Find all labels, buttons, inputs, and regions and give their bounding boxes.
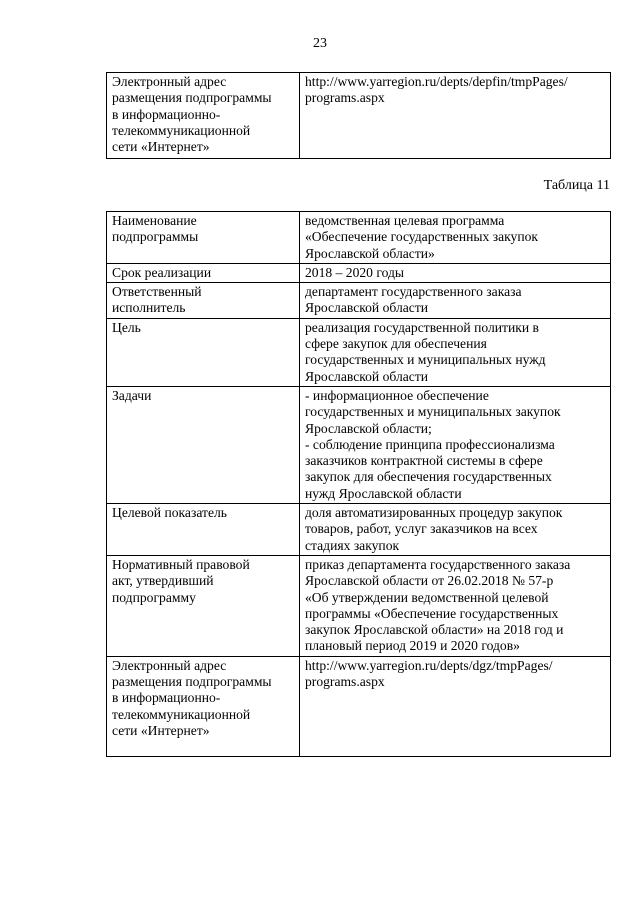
row-label: Цель [107, 318, 300, 386]
table-11 [106, 211, 611, 757]
row-value-link[interactable]: http://www.yarregion.ru/depts/dgz/tmpPages/ programs.aspx [300, 656, 611, 756]
table-caption: Таблица 11 [543, 178, 610, 193]
row-label: Наименование подпрограммы [107, 212, 300, 264]
top-table [106, 72, 611, 159]
table-row [107, 504, 611, 556]
row-value: - информационное обеспечение государственных и муниципальных закупок Ярославской области; - соблюдение принципа профессионализма заказчиков контрактной системы в сфере закупок для обеспечения государственных нужд Ярославской области [300, 386, 611, 503]
table-row [107, 283, 611, 319]
row-value: 2018 – 2020 годы [300, 263, 611, 282]
table-row [107, 386, 611, 503]
row-value: реализация государственной политики в сфере закупок для обеспечения государственных и муниципальных нужд Ярославской области [300, 318, 611, 386]
table-row [107, 212, 611, 264]
table-row [107, 656, 611, 756]
row-value-link[interactable]: http://www.yarregion.ru/depts/depfin/tmpPages/ programs.aspx [300, 73, 611, 159]
row-label: Электронный адрес размещения подпрограммы в информационно- телекоммуникационной сети «Интернет» [107, 656, 300, 756]
table-row [107, 73, 611, 159]
row-value: приказ департамента государственного заказа Ярославской области от 26.02.2018 № 57-р «Об утверждении ведомственной целевой программы «Обеспечение государственных закупок Ярославской области» на 2018 год и плановый период 2019 и 2020 годов» [300, 555, 611, 656]
row-label: Срок реализации [107, 263, 300, 282]
table-row [107, 318, 611, 386]
table-row [107, 263, 611, 282]
row-label: Ответственный исполнитель [107, 283, 300, 319]
row-value: ведомственная целевая программа «Обеспечение государственных закупок Ярославской области» [300, 212, 611, 264]
row-label: Электронный адрес размещения подпрограммы в информационно- телекоммуникационной сети «Интернет» [107, 73, 300, 159]
table-row [107, 555, 611, 656]
row-label: Нормативный правовой акт, утвердивший подпрограмму [107, 555, 300, 656]
row-label: Задачи [107, 386, 300, 503]
row-value: доля автоматизированных процедур закупок товаров, работ, услуг заказчиков на всех стадиях закупок [300, 504, 611, 556]
page-number: 23 [313, 36, 327, 51]
row-label: Целевой показатель [107, 504, 300, 556]
row-value: департамент государственного заказа Ярославской области [300, 283, 611, 319]
